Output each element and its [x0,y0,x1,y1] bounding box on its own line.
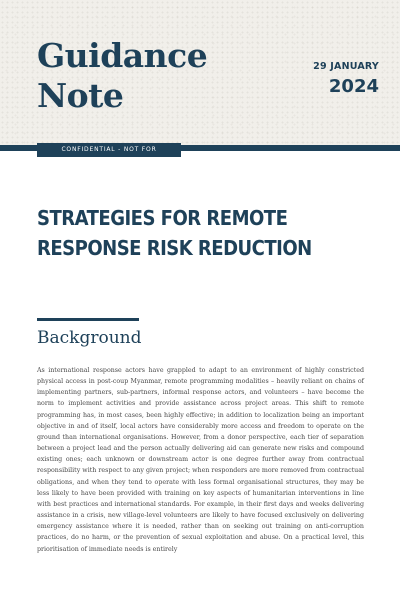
document-title [37,203,327,263]
body-paragraph: As international response actors have grappled to adapt to an environment of highly constricted physical access in post-coup Myanmar, remote programming modalities – heavily reliant on chains of implementing partners, sub-partners, informal response actors, and volunteers – have become the norm to implement activities and provide assistance across project areas. This shift to remote programming has, in most cases, been highly effective; in addition to localization being an important objective in and of itself, local actors have considerably more access and freedom to operate on the ground than international organisations. However, from a donor perspective, each tier of separation between a project lead and the person actually delivering aid can generate new risks and compound existing ones; each unknown or downstream actor is one degree further away from contractual responsibility with respect to any given project; when responders are more removed from contractual obligations, and when they tend to operate with less formal organisational structures, they may be less likely to have been provided with training on key aspects of humanitarian interventions in line with best practices and international standards. For example, in their first days and weeks delivering assistance in a crisis, new village-level volunteers are likely to have focused exclusively on delivering emergency assistance where it is needed, rather than on seeking out training on anti-corruption practices, do no harm, or the prevention of sexual exploitation and abuse. On a practical level, this prioritisation of immediate needs is entirely [37,367,364,553]
document-type-line-1: Guidance [37,36,208,75]
document-type-line-2: Note [37,76,124,115]
document-title-line-1: STRATEGIES FOR REMOTE [37,206,288,230]
document-type-title [37,36,207,116]
section-rule [37,318,139,321]
section-heading: Background [37,328,142,348]
cover-header [0,0,400,145]
publication-date-day: 29 JANUARY [313,61,379,72]
document-title-line-2: RESPONSE RISK REDUCTION [37,236,312,260]
publication-date-year: 2024 [328,76,379,97]
confidentiality-badge: CONFIDENTIAL - NOT FOR DISTRIBUTION [37,143,181,157]
